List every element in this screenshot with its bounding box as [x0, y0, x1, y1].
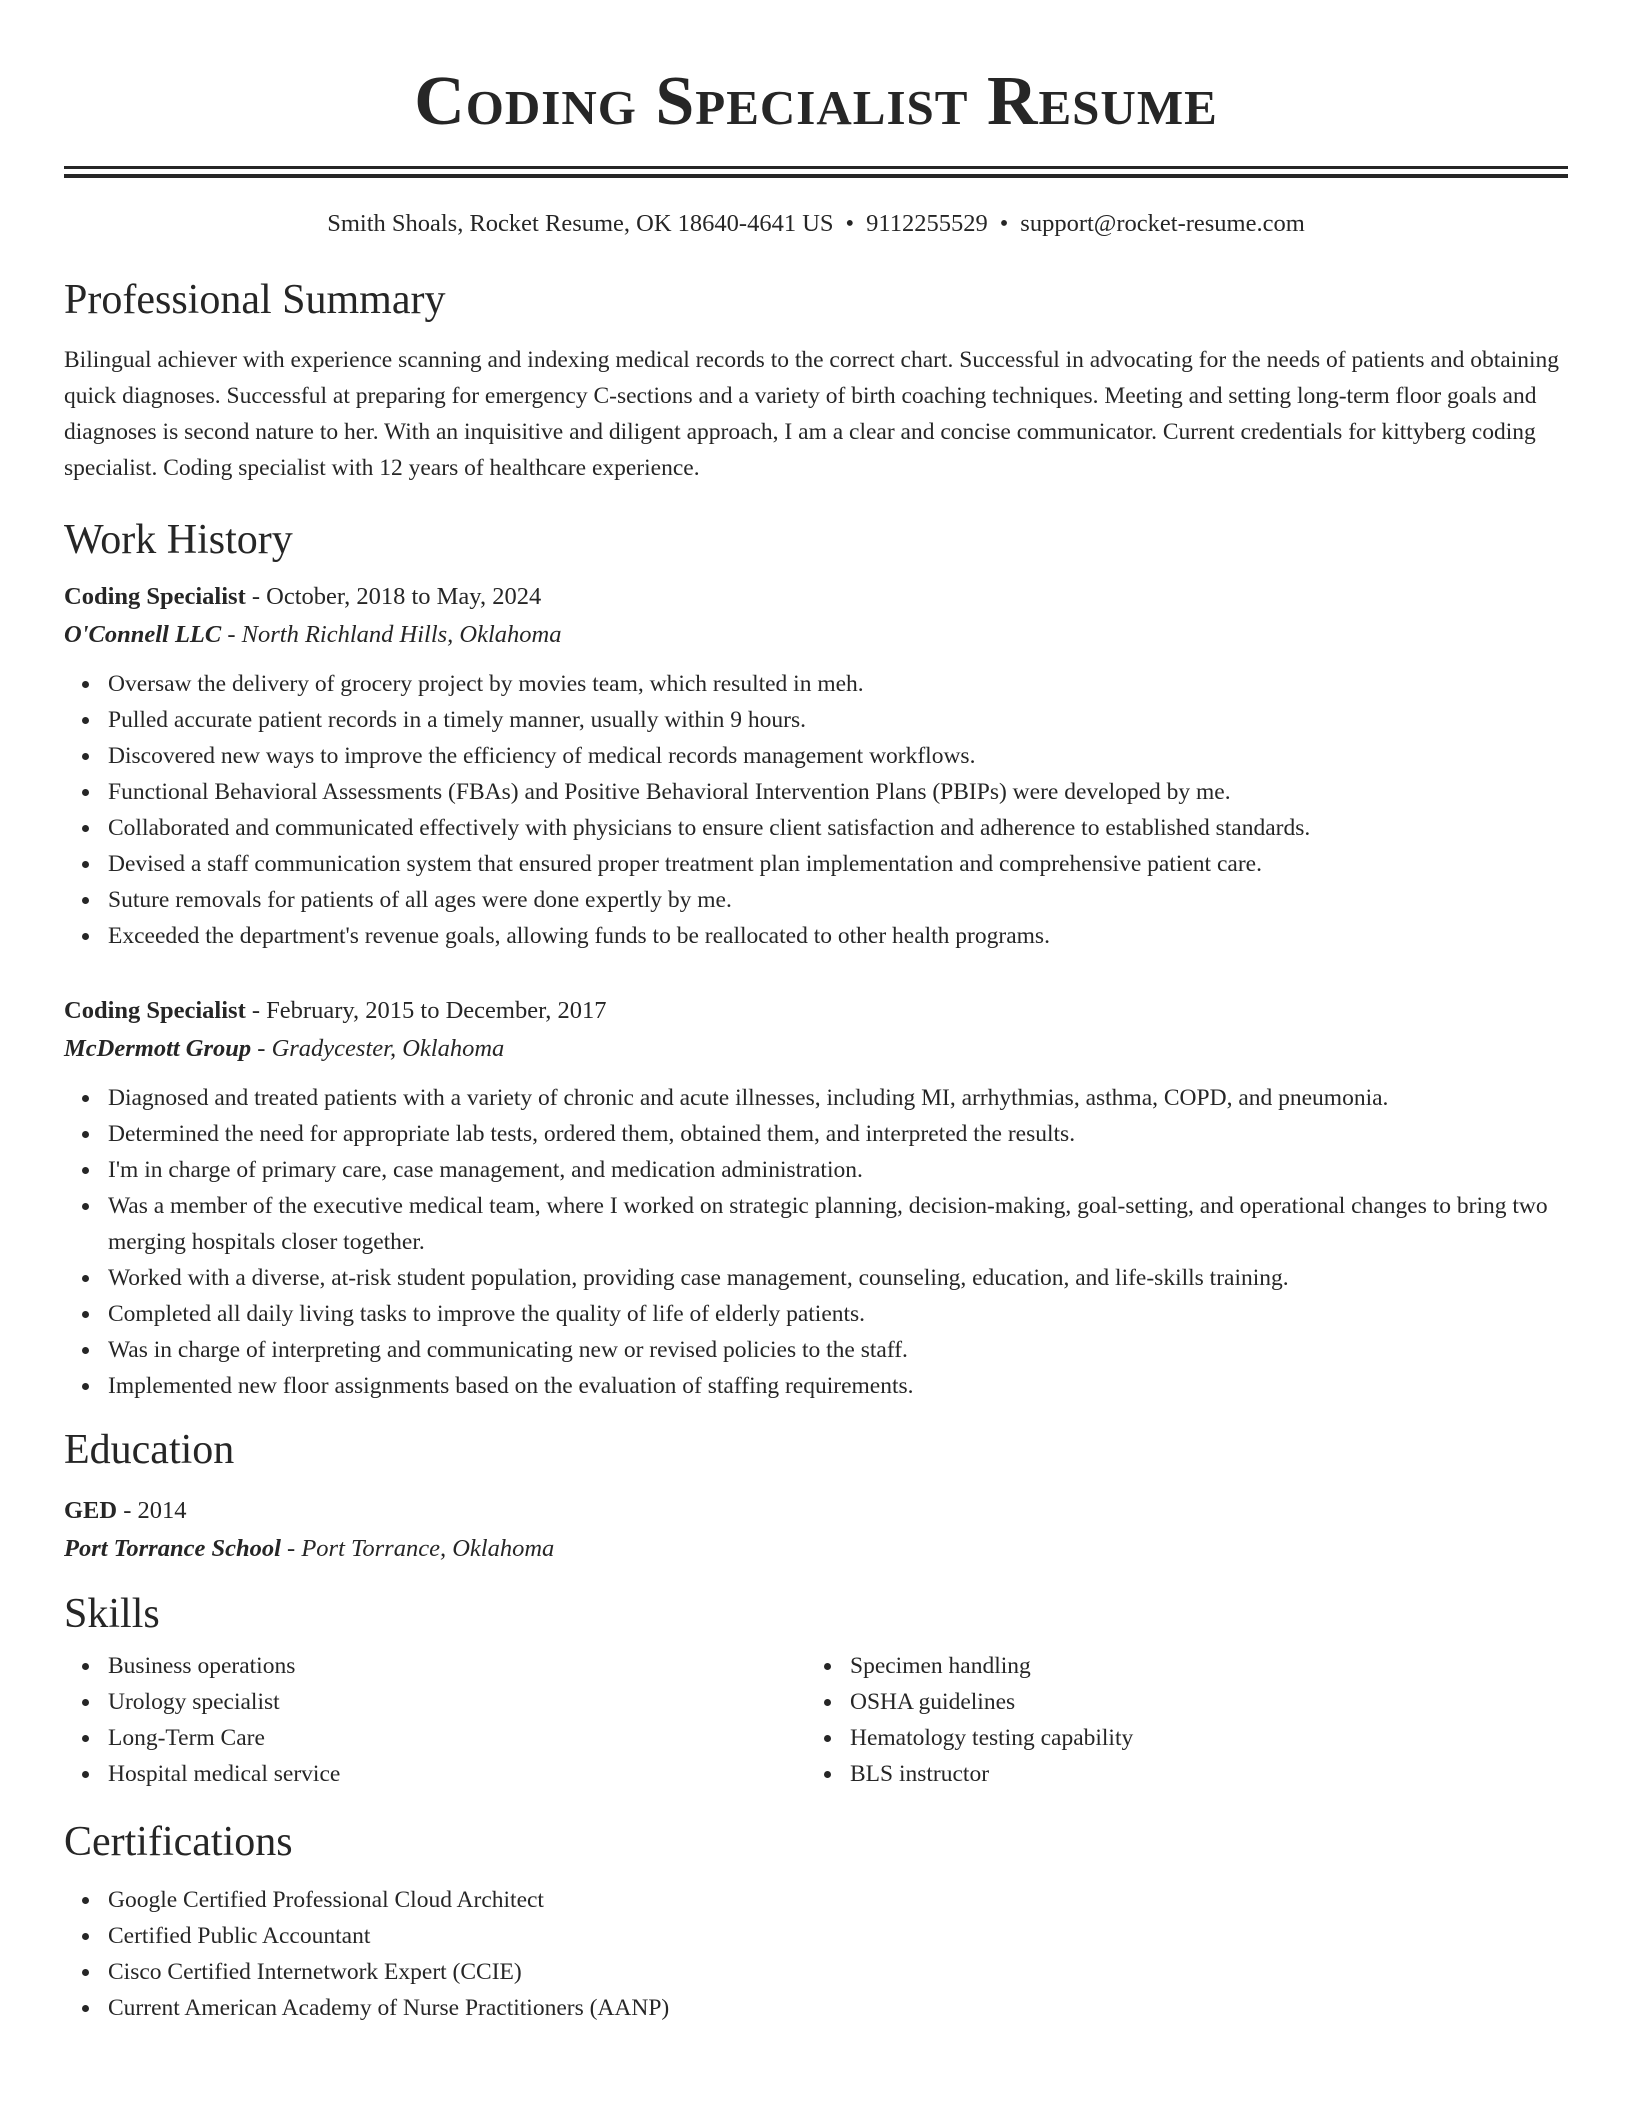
- list-item: Current American Academy of Nurse Practitioners (AANP): [108, 1990, 1568, 2026]
- list-item: Functional Behavioral Assessments (FBAs) and Positive Behavioral Intervention Plans (PBIPs) were developed by me.: [108, 774, 1568, 810]
- list-item: Specimen handling: [850, 1648, 1548, 1684]
- list-item: Pulled accurate patient records in a timely manner, usually within 9 hours.: [108, 702, 1568, 738]
- work-history-heading: Work History: [64, 517, 293, 563]
- degree-name: GED: [64, 1497, 118, 1524]
- list-item: Collaborated and communicated effectively with physicians to ensure client satisfaction and adherence to established standards.: [108, 810, 1568, 846]
- skills-column-right: [806, 1648, 1548, 1792]
- list-item: I'm in charge of primary care, case management, and medication administration.: [108, 1152, 1568, 1188]
- certifications-heading: Certifications: [64, 1819, 293, 1865]
- job-dates: - February, 2015 to December, 2017: [245, 997, 607, 1024]
- list-item: Google Certified Professional Cloud Architect: [108, 1882, 1568, 1918]
- summary-text: Bilingual achiever with experience scanning and indexing medical records to the correct chart. Successful in advocating for the needs of patients and obtaining quick diagnoses. Successful at preparing for emergency C-sections and a variety of birth coaching techniques. Meeting and setting long-term floor goals and diagnoses is second nature to her. With an inquisitive and diligent approach, I am a clear and concise communicator. Current credentials for kittyberg coding specialist. Coding specialist with 12 years of healthcare experience.: [64, 347, 1559, 481]
- list-item: Determined the need for appropriate lab tests, ordered them, obtained them, and interpreted the results.: [108, 1116, 1568, 1152]
- employer-line: [64, 616, 1568, 654]
- list-item: Business operations: [108, 1648, 806, 1684]
- employer-location: - Gradycester, Oklahoma: [251, 1035, 505, 1062]
- list-item: Certified Public Accountant: [108, 1918, 1568, 1954]
- list-item: Long-Term Care: [108, 1720, 806, 1756]
- job-duties-list: [64, 666, 1568, 954]
- job-entry: [64, 578, 1568, 954]
- list-item: Was in charge of interpreting and communicating new or revised policies to the staff.: [108, 1332, 1568, 1368]
- school-name: Port Torrance School: [64, 1535, 281, 1562]
- education-entry: [64, 1492, 1568, 1568]
- list-item: Implemented new floor assignments based on the evaluation of staffing requirements.: [108, 1368, 1568, 1404]
- job-duties-list: [64, 1080, 1568, 1404]
- list-item: Urology specialist: [108, 1684, 806, 1720]
- skills-grid: [64, 1648, 1568, 1792]
- skills-column-left: [64, 1648, 806, 1792]
- contact-phone: 9112255529: [866, 210, 988, 237]
- contact-address: Smith Shoals, Rocket Resume, OK 18640-4641 US: [327, 210, 834, 237]
- resume-title: Coding Specialist Resume: [414, 63, 1218, 140]
- job-title: Coding Specialist: [64, 997, 246, 1024]
- list-item: Exceeded the department's revenue goals, allowing funds to be reallocated to other health programs.: [108, 918, 1568, 954]
- contact-email: support@rocket-resume.com: [1020, 210, 1305, 237]
- title-divider: [64, 166, 1568, 178]
- list-item: Worked with a diverse, at-risk student population, providing case management, counseling, education, and life-skills training.: [108, 1260, 1568, 1296]
- list-item: Oversaw the delivery of grocery project by movies team, which resulted in meh.: [108, 666, 1568, 702]
- list-item: BLS instructor: [850, 1756, 1548, 1792]
- school-location: - Port Torrance, Oklahoma: [280, 1535, 555, 1562]
- degree-line: [64, 1492, 1568, 1530]
- job-title: Coding Specialist: [64, 583, 246, 610]
- job-title-line: [64, 578, 1568, 616]
- job-dates: - October, 2018 to May, 2024: [245, 583, 542, 610]
- list-item: Discovered new ways to improve the efficiency of medical records management workflows.: [108, 738, 1568, 774]
- list-item: Hospital medical service: [108, 1756, 806, 1792]
- skills-heading: Skills: [64, 1591, 160, 1637]
- school-line: [64, 1530, 1568, 1568]
- contact-separator: •: [999, 210, 1009, 237]
- employer-location: - North Richland Hills, Oklahoma: [221, 621, 562, 648]
- certifications-list: [64, 1882, 1568, 2026]
- degree-year: - 2014: [117, 1497, 187, 1524]
- list-item: Diagnosed and treated patients with a variety of chronic and acute illnesses, including MI, arrhythmias, asthma, COPD, and pneumonia.: [108, 1080, 1568, 1116]
- summary-heading: Professional Summary: [64, 277, 446, 323]
- contact-line: [64, 206, 1568, 242]
- employer-line: [64, 1030, 1568, 1068]
- job-title-line: [64, 992, 1568, 1030]
- list-item: Completed all daily living tasks to improve the quality of life of elderly patients.: [108, 1296, 1568, 1332]
- list-item: Hematology testing capability: [850, 1720, 1548, 1756]
- job-entry: [64, 992, 1568, 1404]
- list-item: Was a member of the executive medical team, where I worked on strategic planning, decision-making, goal-setting, and operational changes to bring two merging hospitals closer together.: [108, 1188, 1568, 1260]
- list-item: Devised a staff communication system that ensured proper treatment plan implementation and comprehensive patient care.: [108, 846, 1568, 882]
- contact-separator: •: [845, 210, 855, 237]
- list-item: OSHA guidelines: [850, 1684, 1548, 1720]
- skills-list: [806, 1648, 1548, 1792]
- list-item: Cisco Certified Internetwork Expert (CCIE): [108, 1954, 1568, 1990]
- skills-list: [64, 1648, 806, 1792]
- employer-name: McDermott Group: [64, 1035, 252, 1062]
- list-item: Suture removals for patients of all ages were done expertly by me.: [108, 882, 1568, 918]
- education-heading: Education: [64, 1427, 235, 1473]
- employer-name: O'Connell LLC: [64, 621, 222, 648]
